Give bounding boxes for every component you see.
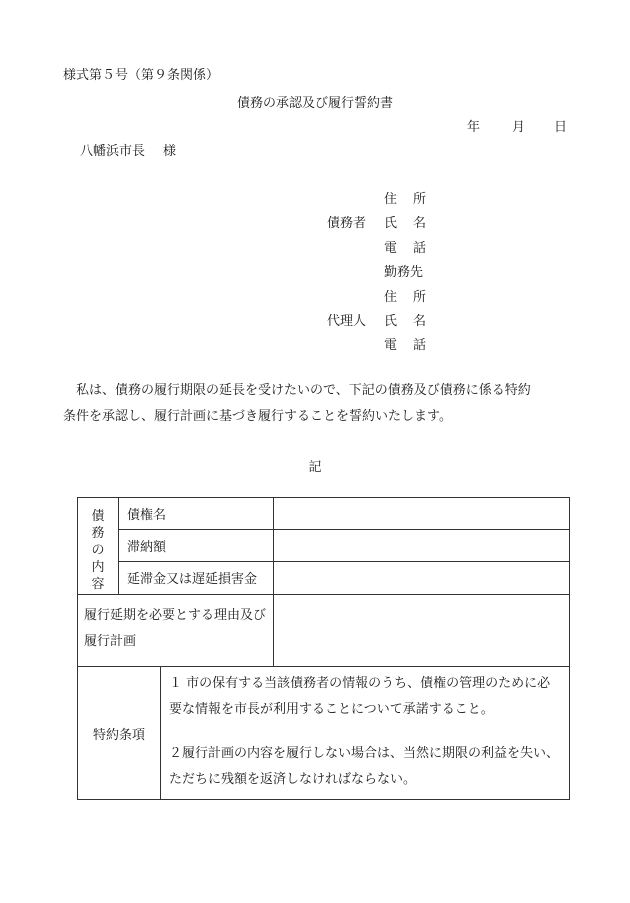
table-row <box>78 530 570 562</box>
reason-label: 履行延期を必要とする理由及び履行計画 <box>78 595 274 667</box>
delinquent-amount-value[interactable] <box>274 530 570 562</box>
debtor-name-label: 氏 名 <box>384 216 426 231</box>
delinquent-amount-label: 滞納額 <box>119 530 274 562</box>
debt-table <box>77 497 570 800</box>
pledge-text <box>63 378 583 430</box>
special-clause-1: １ 市の保有する当該債務者の情報のうち、債権の管理のために必要な情報を市長が利用することについて承諾すること。 <box>169 676 551 717</box>
debtor-workplace-label: 勤務先 <box>384 265 424 280</box>
reason-value[interactable] <box>274 595 570 667</box>
table-row <box>78 667 570 800</box>
pledge-line-1: 私は、債務の履行期限の延長を受けたいので、下記の債務及び債務に係る特約 <box>76 383 531 398</box>
addressee <box>80 140 176 159</box>
agent-role: 代理人 <box>327 314 367 329</box>
claim-name-label: 債権名 <box>119 498 274 530</box>
debtor-role: 債務者 <box>327 216 367 231</box>
agent-phone-label: 電 話 <box>384 338 426 353</box>
agent-address-label: 住 所 <box>384 290 426 305</box>
debtor-phone-label: 電 話 <box>384 241 426 256</box>
special-clause-2: ２履行計画の内容を履行しない場合は、当然に期限の利益を失い、ただちに残額を返済しなければならない。 <box>169 746 560 787</box>
date-day-label: 日 <box>554 120 568 135</box>
table-row <box>78 595 570 667</box>
addressee-name: 八幡浜市長 <box>80 144 146 159</box>
date-year-label: 年 <box>467 120 481 135</box>
addressee-honorific: 様 <box>163 144 177 159</box>
agent-name-label: 氏 名 <box>384 314 426 329</box>
debtor-address-label: 住 所 <box>384 192 426 207</box>
document-title: 債務の承認及び履行誓約書 <box>236 96 393 111</box>
late-charge-value[interactable] <box>274 562 570 595</box>
late-charge-label: 延滞金又は遅延損害金 <box>119 562 274 595</box>
table-row <box>78 498 570 530</box>
form-number: 様式第５号（第９条関係） <box>63 68 220 83</box>
ki-heading: 記 <box>308 460 322 475</box>
special-clauses-body <box>161 667 570 800</box>
special-clauses-label: 特約条項 <box>78 667 161 800</box>
table-row <box>78 562 570 595</box>
debt-content-label: 債 務 の 内 容 <box>78 498 119 595</box>
date-month-label: 月 <box>512 120 526 135</box>
pledge-line-2: 条件を承認し、履行計画に基づき履行することを誓約いたします。 <box>63 409 452 424</box>
claim-name-value[interactable] <box>274 498 570 530</box>
